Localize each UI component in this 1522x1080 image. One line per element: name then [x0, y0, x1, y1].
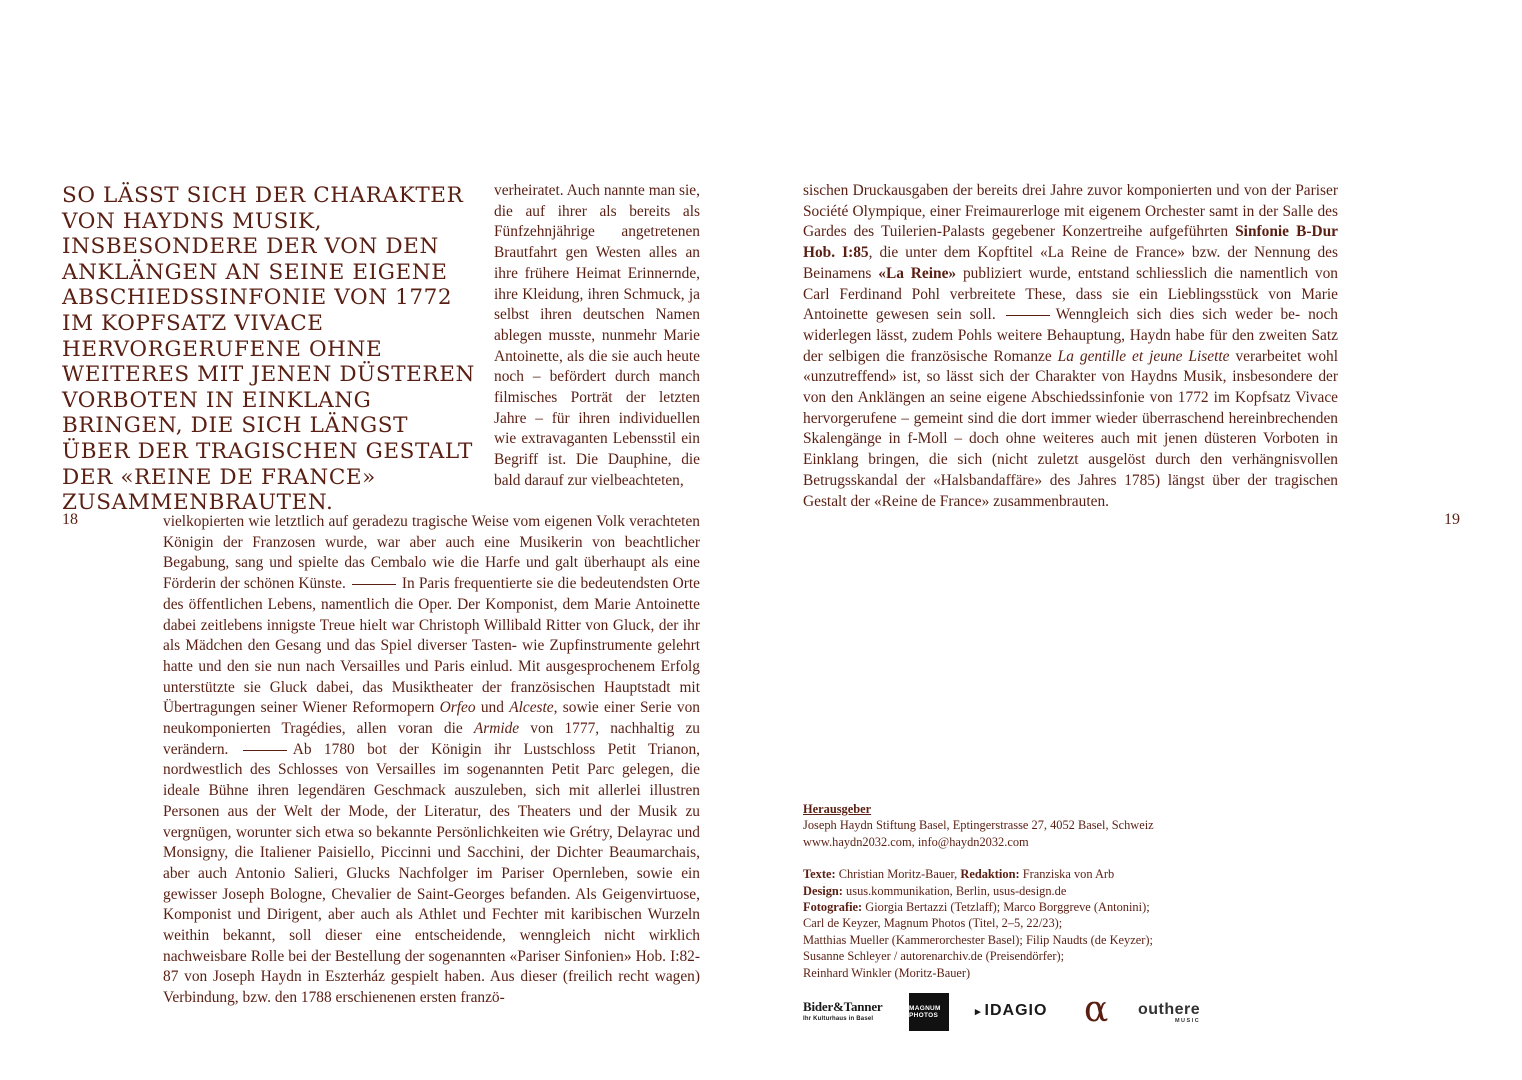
logo-text: Bider&Tanner [803, 999, 883, 1014]
paragraph: , die unter dem Kopftitel «La Reine de France» bzw. der Nennung des Beinamens [803, 244, 1338, 282]
paragraph: von 1777, nachhaltig zu verändern. [163, 720, 700, 758]
credit-value: Giorgia Bertazzi (Tetzlaff); Marco Borggreve (Antonini); [865, 900, 1150, 915]
connector-text: und [480, 699, 504, 717]
wide-text-column [163, 512, 700, 1009]
outhere-music-logo [1138, 1001, 1200, 1024]
right-page-text-column [803, 181, 1338, 512]
credit-label: Texte: [803, 867, 836, 882]
spacer [803, 850, 1243, 866]
credit-value: Franziska von Arb [1022, 867, 1115, 882]
idagio-logo [975, 1002, 1047, 1020]
paragraph: , sowie einer Serie von neukomponierten Tragédies, allen voran die [163, 699, 700, 738]
credits-foto-line: Susanne Schleyer / autorenarchiv.de (Preisendörfer); [803, 949, 1065, 964]
paragraph: vielkopierten wie letztlich auf geradezu tragische Weise vom eigenen Volk verachteten Königin der Franzosen wurde, war aber auch eine Musikerin von beachtlicher Begabung, sang und spielte das Cembalo wie die Harfe und galt überhaupt als eine Förderin der schönen Künste. [163, 513, 700, 593]
credit-label: Redaktion: [960, 867, 1020, 882]
publisher-heading: Herausgeber [803, 802, 872, 816]
credit-value: usus.kommunikation, Berlin, usus-design.de [846, 883, 1067, 898]
credits-foto-line: Carl de Keyzer, Magnum Photos (Titel, 2–5, 22/23); [803, 916, 1063, 931]
credits-foto-line: Reinhard Winkler (Moritz-Bauer) [803, 965, 971, 980]
narrow-text-column: verheiratet. Auch nannte man sie, die auf ihrer als bereits als Fünfzehnjährige angetretenen Brautfahrt gen Westen alles an ihre frühere Heimat Erinnernde, ihre Kleidung, ihren Schmuck, ja selbst ihren deutschen Namen ablegen musste, nunmehr Marie Antoinette, als die sie auch heute noch – befördert durch manch filmisches Porträt der letzten Jahre – für ihren individuellen wie extravaganten Lebensstil ein Begriff ist. Die Dauphine, die bald darauf zur vielbeachteten, [494, 182, 700, 489]
play-icon: ▸ [975, 1006, 982, 1018]
paragraph: Ab 1780 bot der Königin ihr Lustschloss Petit Trianon, nordwestlich des Schlosses von Versailles im sogenannten Petit Parc gelegen, die ideale Bühne ihren legendären Geschmack auszuleben, sich mit allerlei illustren Personen aus der Welt der Mode, der Literatur, des Theaters und der Musik zu vergnügen, worunter sich etwa so bekannte Persönlichkeiten wie Grétry, Delayrac und Monsigny, die Italiener Paisiello, Piccinni und Sacchini, der Dichter Beaumarchais, aber auch Antonio Salieri, Glucks Nachfolger im Pariser Opernleben, sowie ein gewisser Joseph Bologne, Chevalier de Saint-Georges befanden. Als Geigenvirtuose, Komponist und Dirigent, aber auch als Athlet und Fechter mit karibischen Wurzeln weithin bekannt, soll dieser eine entscheidende, wenngleich nicht wirklich nachweisbare Rolle bei der Bestellung der sogenannten «Pariser Sinfonien» Hob. I:82-87 von Joseph Haydn in Eszterház gespielt haben. Aus dieser (freilich recht wagen) Verbindung, bzw. den 1788 erschienenen ersten franzö- [163, 740, 700, 1007]
page-number-left: 18 [62, 511, 78, 528]
alpha-icon: α [1084, 989, 1109, 1030]
credits-foto-line: Matthias Mueller (Kammerorchester Basel); Filip Naudts (de Keyzer); [803, 932, 1153, 947]
logo-text: outhere [1138, 1001, 1201, 1018]
nickname-title: «La Reine» [878, 264, 957, 282]
credits-foto [803, 899, 1243, 915]
opera-title: Alceste [509, 699, 554, 717]
section-rule [352, 584, 396, 585]
bider-tanner-logo [803, 999, 882, 1022]
logo-text: MAGNUM PHOTOS [909, 1005, 941, 1019]
romance-title: La gentille et jeune Lisette [1057, 347, 1230, 365]
publisher-address: Joseph Haydn Stiftung Basel, Eptingerstrasse 27, 4052 Basel, Schweiz [803, 818, 1154, 833]
opera-title: Armide [473, 720, 520, 738]
credit-label: Fotografie: [803, 900, 863, 915]
paragraph: sischen Druckausgaben der bereits drei Jahre zuvor komponierten und von der Pariser Société Olympique, einer Freimaurerloge mit eigenem Orchester samt in der Salle des Gardes des Tuilerien-Palasts gegebener Konzertreihe aufgeführten [803, 182, 1338, 241]
credit-label: Design: [803, 883, 843, 898]
paragraph: Wenngleich sich dies sich weder be- noch widerlegen lässt, zudem Pohls weitere Behauptung, Haydn habe für den zweiten Satz der selbigen die französische Romanze [803, 306, 1338, 365]
page-number-right: 19 [1444, 511, 1460, 528]
credit-value: Christian Moritz-Bauer, [838, 867, 958, 882]
pull-quote: SO LÄSST SICH DER CHARAKTER VON HAYDNS MUSIK, INSBESONDERE DER VON DEN ANKLÄNGEN AN SEINE EIGENE ABSCHIEDSSINFONIE VON 1772 IM KOPFSATZ VIVACE HERVORGERUFENE OHNE WEITERES MIT JENEN DÜSTEREN VORBOTEN IN EINKLANG BRINGEN, DIE SICH LÄNGST ÜBER DER TRAGISCHEN GESTALT DER «REINE DE FRANCE» ZUSAMMENBRAUTEN. [62, 183, 475, 516]
credits-texte [803, 866, 1243, 882]
logo-text: IDAGIO [984, 1002, 1048, 1019]
credits-design [803, 883, 1243, 899]
publisher-web[interactable]: www.haydn2032.com, info@haydn2032.com [803, 834, 1029, 849]
opera-title: Orfeo [439, 699, 476, 717]
symphony-title: Sinfonie B-Dur Hob. I:85 [803, 223, 1338, 262]
alpha-classics-logo [1084, 989, 1108, 1030]
paragraph: In Paris frequentierte sie die bedeutendsten Orte des öffentlichen Lebens, namentlich die Oper. Der Komponist, dem Marie Antoinette dabei zeitlebens innigste Treue hielt war Christoph Willibald Ritter von Gluck, der ihr als Mädchen den Gesang und das Spiel diverser Tasten- wie Zupfinstrumente gelehrt hatte und den sie nun nach Versailles und Paris einlud. Mit ausgesprochenem Erfolg unterstützte sie Gluck dabei, das Musiktheater der französischen Hauptstadt mit Übertragungen seiner Wiener Reformopern [163, 575, 700, 717]
section-rule [243, 750, 287, 751]
paragraph: publiziert wurde, entstand schliesslich die namentlich von Carl Ferdinand Pohl verbreitete These, dass sie ein Lieblingsstück von Marie Antoinette gewesen sein soll. [803, 264, 1338, 324]
logo-subtext: MUSIC [1174, 1018, 1201, 1024]
sponsor-logos [803, 989, 1223, 1033]
logo-subtext: Ihr Kulturhaus in Basel [803, 1016, 874, 1022]
section-rule [1006, 315, 1050, 316]
colophon [803, 801, 1243, 981]
paragraph: verarbeitet wohl «unzutreffend» ist, so lässt sich der Charakter von Haydns Musik, insbesondere der von den Anklängen an seine eigene Abschiedssinfonie von 1772 im Kopfsatz Vivace hervorgerufene – gemeint sind die dort immer wieder überraschend hereinbrechenden Skalengänge in f-Moll – doch ohne weiteres auch mit jenen düsteren Vorboten in Einklang bringen, die sich (nicht zuletzt ausgelöst durch den verhängnisvollen Betrugsskandal der «Halsbandaffäre» des Jahres 1785) längst über der tragischen Gestalt der «Reine de France» zusammenbrauten. [803, 347, 1339, 510]
magnum-photos-logo [909, 993, 949, 1031]
